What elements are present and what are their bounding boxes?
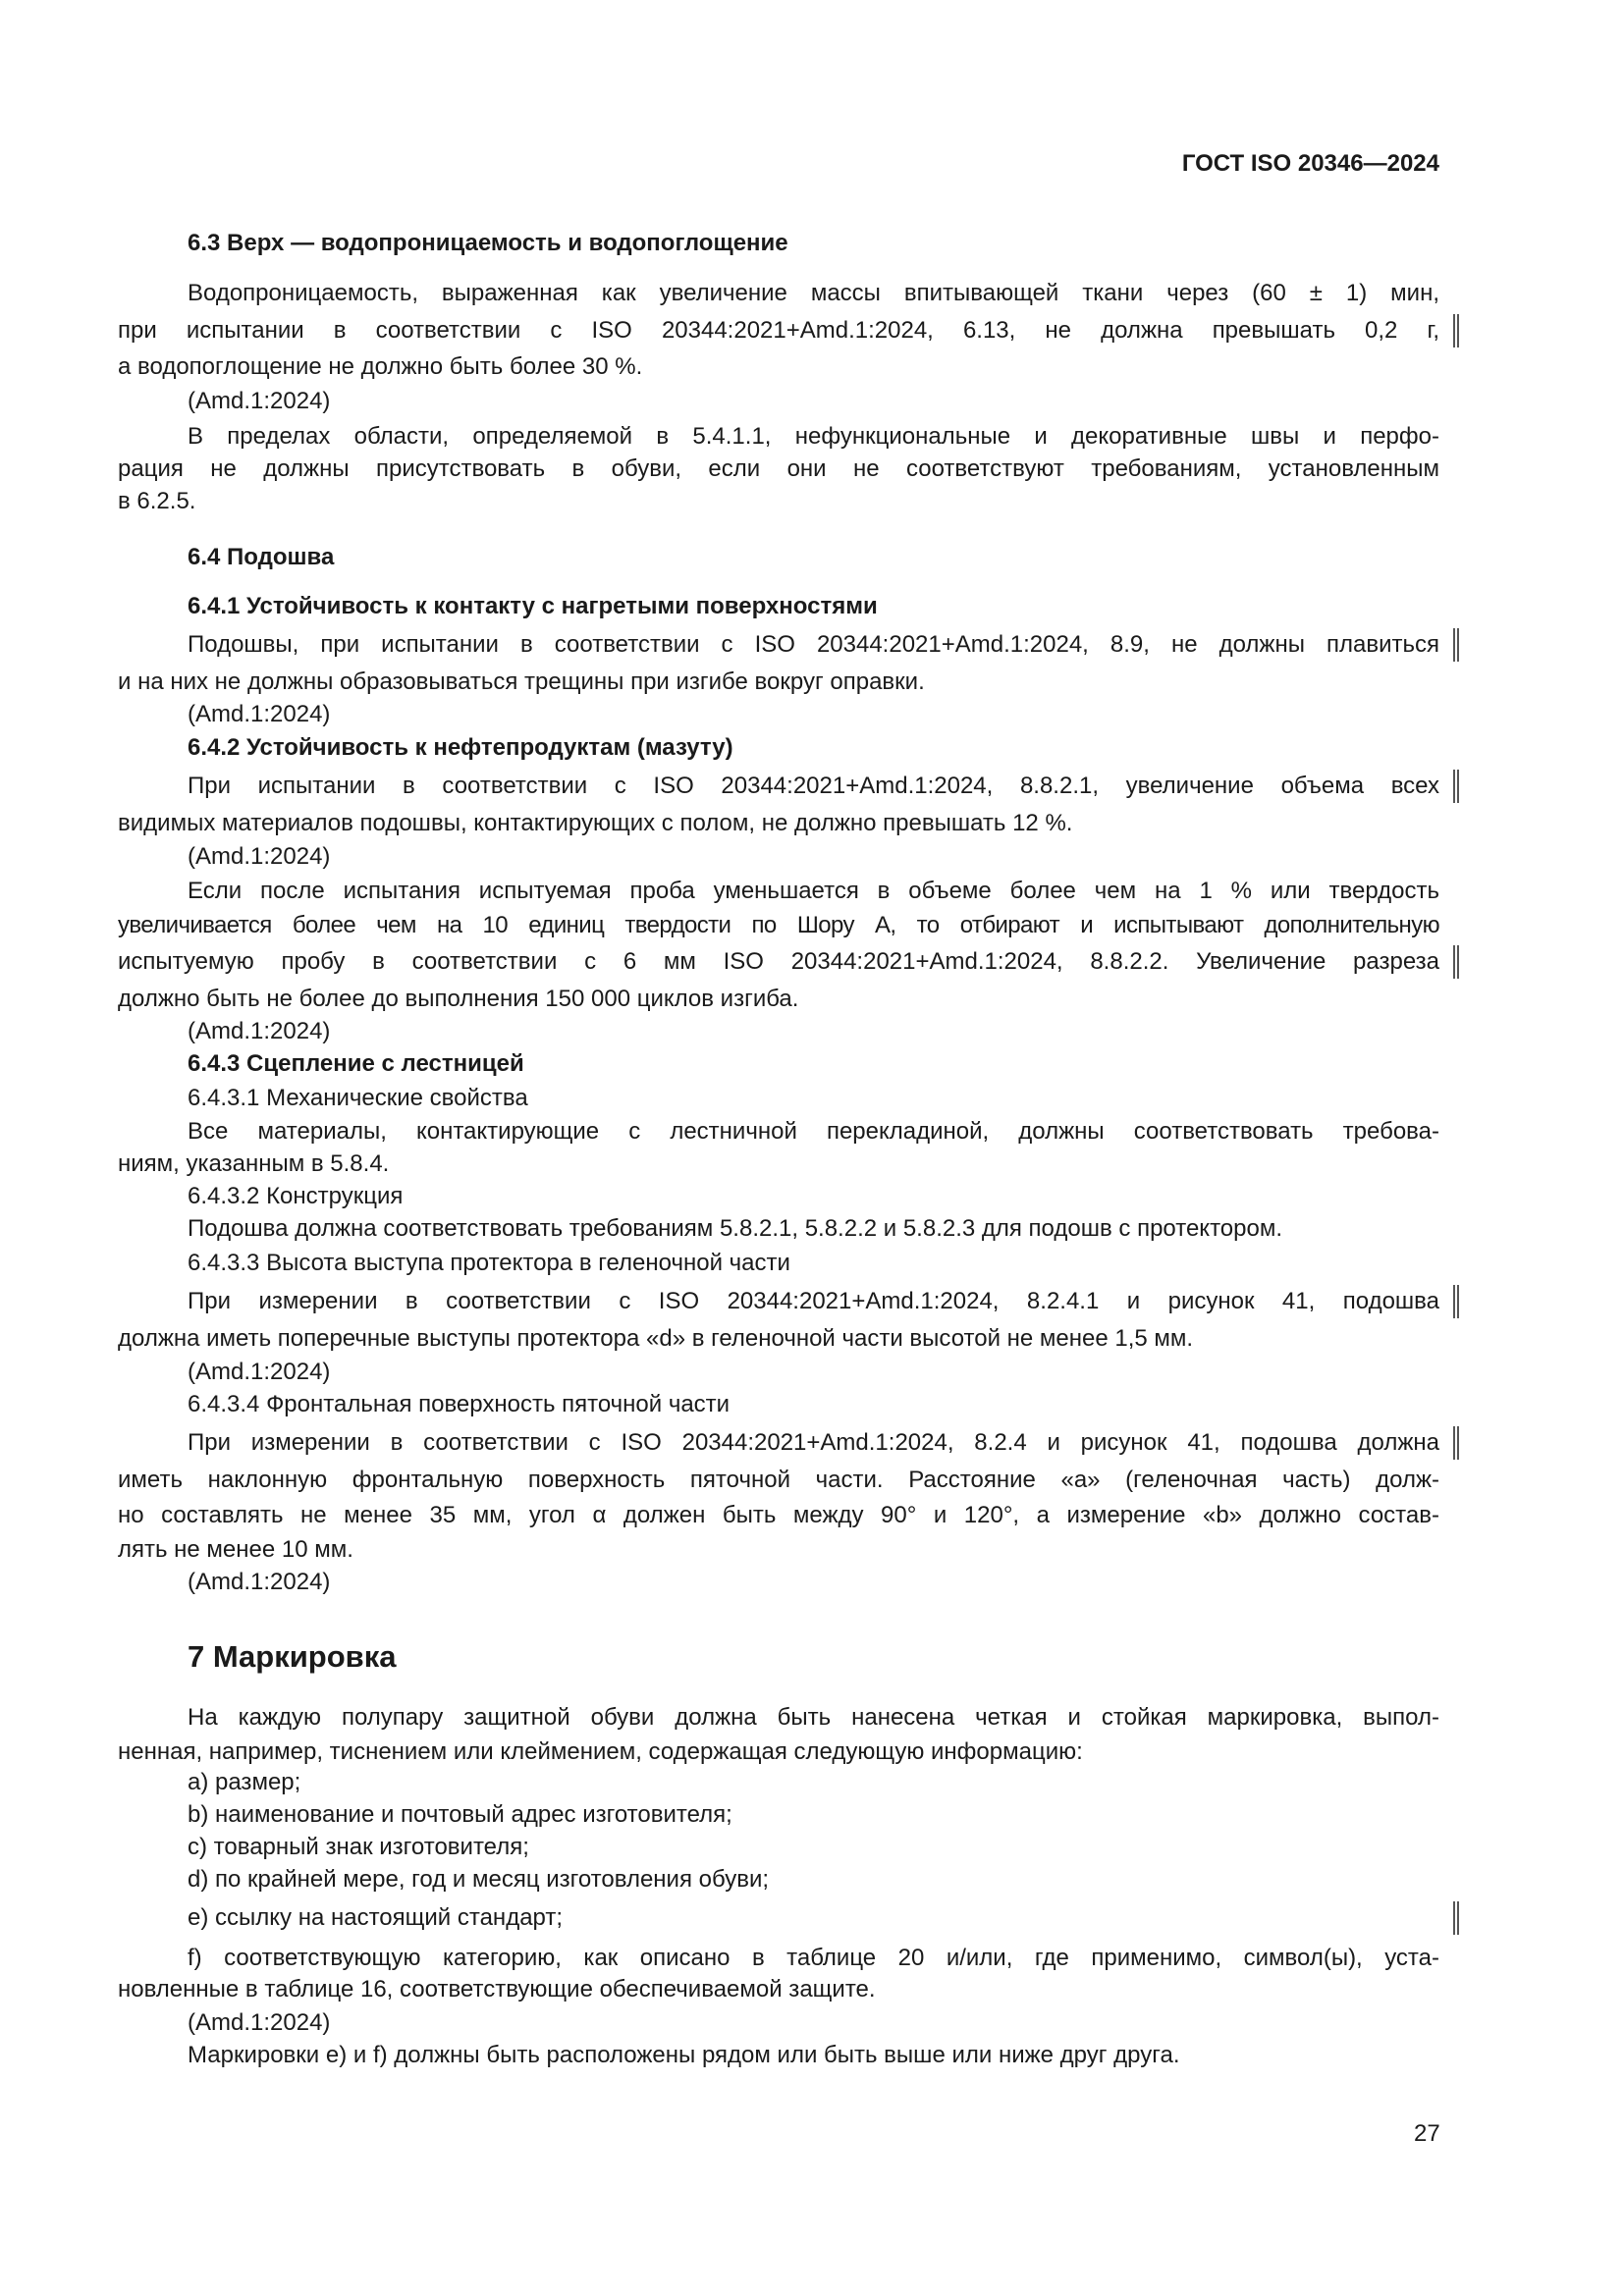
amendment-note: (Amd.1:2024) xyxy=(188,388,331,414)
amendment-note: (Amd.1:2024) xyxy=(188,701,331,727)
section-heading-7: 7 Маркировка xyxy=(188,1639,397,1674)
paragraph-line: но составлять не менее 35 мм, угол α должен быть между 90° и 120°, а измерение «b» должно состав- xyxy=(118,1502,1439,1528)
amendment-note: (Amd.1:2024) xyxy=(188,843,331,870)
amendment-note: (Amd.1:2024) xyxy=(188,1359,331,1385)
paragraph-line: иметь наклонную фронтальную поверхность пяточной части. Расстояние «a» (геленочная часть) долж- xyxy=(118,1467,1439,1493)
paragraph-line: Подошвы, при испытании в соответствии с ISO 20344:2021+Amd.1:2024, 8.9, не должны плавиться xyxy=(188,631,1439,658)
paragraph-line: ниям, указанным в 5.8.4. xyxy=(118,1150,390,1177)
paragraph-line: ненная, например, тиснением или клеймением, содержащая следующую информацию: xyxy=(118,1738,1083,1765)
list-item: b) наименование и почтовый адрес изготовителя; xyxy=(188,1801,732,1828)
paragraph-line: рация не должны присутствовать в обуви, если они не соответствуют требованиям, установленным xyxy=(118,455,1439,482)
paragraph-line: Если после испытания испытуемая проба уменьшается в объеме более чем на 1 % или твердость xyxy=(188,878,1439,904)
section-heading-6-4: 6.4 Подошва xyxy=(188,544,335,570)
document-header: ГОСТ ISO 20346—2024 xyxy=(1181,150,1439,177)
paragraph-line: Подошва должна соответствовать требованиям 5.8.2.1, 5.8.2.2 и 5.8.2.3 для подошв с протектором. xyxy=(188,1215,1283,1242)
paragraph-line: лять не менее 10 мм. xyxy=(118,1536,353,1563)
paragraph-line: должно быть не более до выполнения 150 000 циклов изгиба. xyxy=(118,986,799,1012)
amendment-note: (Amd.1:2024) xyxy=(188,1569,331,1595)
paragraph-line: При измерении в соответствии с ISO 20344:2021+Amd.1:2024, 8.2.4.1 и рисунок 41, подошва xyxy=(188,1288,1439,1314)
list-item: f) соответствующую категорию, как описано в таблице 20 и/или, где применимо, символ(ы), уста- xyxy=(188,1945,1439,1971)
paragraph-line: в 6.2.5. xyxy=(118,488,196,514)
subsection-heading: 6.4.3.1 Механические свойства xyxy=(188,1085,528,1111)
change-bar-marker xyxy=(1453,1901,1459,1935)
change-bar-marker xyxy=(1453,1285,1459,1318)
paragraph-line: новленные в таблице 16, соответствующие обеспечиваемой защите. xyxy=(118,1976,876,2002)
list-item: c) товарный знак изготовителя; xyxy=(188,1834,529,1860)
paragraph-line: должна иметь поперечные выступы протектора «d» в геленочной части высотой не менее 1,5 мм. xyxy=(118,1325,1194,1352)
list-item: e) ссылку на настоящий стандарт; xyxy=(188,1904,564,1931)
paragraph-line: а водопоглощение не должно быть более 30 %. xyxy=(118,353,643,380)
amendment-note: (Amd.1:2024) xyxy=(188,1018,331,1044)
paragraph-line: Маркировки e) и f) должны быть расположены рядом или быть выше или ниже друг друга. xyxy=(188,2042,1180,2068)
change-bar-marker xyxy=(1453,770,1459,803)
page-number: 27 xyxy=(1414,2120,1440,2147)
change-bar-marker xyxy=(1453,628,1459,662)
amendment-note: (Amd.1:2024) xyxy=(188,2009,331,2036)
paragraph-line: При измерении в соответствии с ISO 20344:2021+Amd.1:2024, 8.2.4 и рисунок 41, подошва должна xyxy=(188,1429,1439,1456)
subsection-heading: 6.4.3.4 Фронтальная поверхность пяточной части xyxy=(188,1391,731,1417)
paragraph-line: испытуемую пробу в соответствии с 6 мм ISO 20344:2021+Amd.1:2024, 8.8.2.2. Увеличение разреза xyxy=(118,948,1439,975)
paragraph-line: При испытании в соответствии с ISO 20344:2021+Amd.1:2024, 8.8.2.1, увеличение объема всех xyxy=(188,773,1439,799)
paragraph-line: На каждую полупару защитной обуви должна быть нанесена четкая и стойкая маркировка, выпол- xyxy=(188,1704,1439,1731)
section-heading-6-4-3: 6.4.3 Сцепление с лестницей xyxy=(188,1050,524,1077)
list-item: a) размер; xyxy=(188,1769,301,1795)
paragraph-line: увеличивается более чем на 10 единиц твердости по Шору А, то отбирают и испытывают дополнительную xyxy=(118,912,1439,938)
paragraph-line: Все материалы, контактирующие с лестничной перекладиной, должны соответствовать требова- xyxy=(188,1118,1439,1145)
paragraph-line: видимых материалов подошвы, контактирующих с полом, не должно превышать 12 %. xyxy=(118,810,1073,836)
paragraph-line: В пределах области, определяемой в 5.4.1.1, нефункциональные и декоративные швы и перфо- xyxy=(188,423,1439,450)
change-bar-marker xyxy=(1453,314,1459,347)
section-heading-6-4-1: 6.4.1 Устойчивость к контакту с нагретыми поверхностями xyxy=(188,593,878,619)
list-item: d) по крайней мере, год и месяц изготовления обуви; xyxy=(188,1866,770,1893)
subsection-heading: 6.4.3.2 Конструкция xyxy=(188,1183,404,1209)
section-heading-6-4-2: 6.4.2 Устойчивость к нефтепродуктам (мазуту) xyxy=(188,734,733,761)
change-bar-marker xyxy=(1453,945,1459,979)
paragraph-line: при испытании в соответствии с ISO 20344:2021+Amd.1:2024, 6.13, не должна превышать 0,2 г, xyxy=(118,317,1439,344)
paragraph-line: и на них не должны образовываться трещины при изгибе вокруг оправки. xyxy=(118,668,925,695)
subsection-heading: 6.4.3.3 Высота выступа протектора в геленочной части xyxy=(188,1250,790,1276)
paragraph-line: Водопроницаемость, выраженная как увеличение массы впитывающей ткани через (60 ± 1) мин, xyxy=(188,280,1439,306)
change-bar-marker xyxy=(1453,1426,1459,1460)
section-heading-6-3: 6.3 Верх — водопроницаемость и водопоглощение xyxy=(188,230,788,256)
